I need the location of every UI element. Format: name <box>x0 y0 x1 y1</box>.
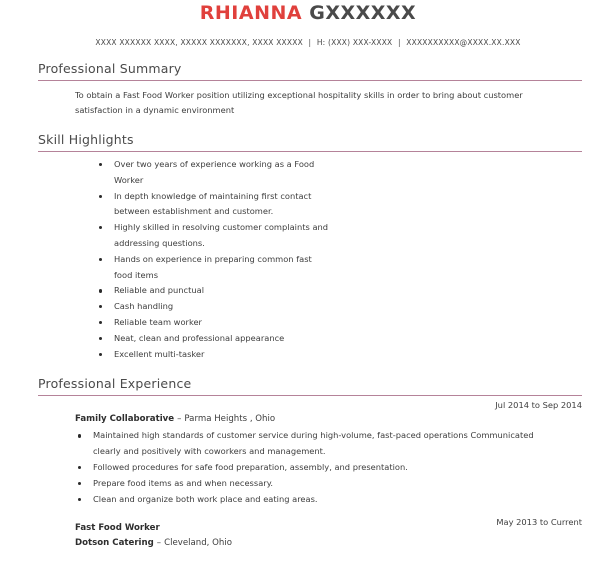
candidate-name <box>0 0 616 25</box>
section-rule-skills <box>38 151 582 152</box>
section-skill-highlights <box>0 132 616 152</box>
list-item: Hands on experience in preparing common fast food items <box>96 252 329 284</box>
company-name: Dotson Catering <box>75 538 154 549</box>
experience-bullets <box>0 427 616 507</box>
section-title-skills: Skill Highlights <box>38 132 134 147</box>
section-title-summary: Professional Summary <box>38 61 182 76</box>
experience-entry <box>0 515 616 551</box>
contact-email: XXXXXXXXXX@XXXX.XX.XXX <box>406 38 521 47</box>
experience-company <box>75 412 616 427</box>
section-rule-summary <box>38 80 582 81</box>
list-item: Clean and organize both work place and eating areas. <box>75 492 563 508</box>
contact-address: XXXX XXXXXX XXXX, XXXXX XXXXXXX, XXXX XXXXX <box>95 38 303 47</box>
contact-line <box>0 38 616 47</box>
list-item: In depth knowledge of maintaining first contact between establishment and customer. <box>96 189 329 221</box>
contact-separator-2: | <box>397 38 401 47</box>
list-item: Maintained high standards of customer service during high-volume, fast-paced operations Communicated clearly and positively with coworkers and management. <box>75 428 563 460</box>
experience-list <box>75 428 616 507</box>
experience-company <box>75 536 582 551</box>
company-dash: – <box>156 538 162 549</box>
company-location: Parma Heights , Ohio <box>184 414 276 425</box>
first-name: RHIANNA <box>199 2 303 24</box>
section-professional-summary <box>0 61 616 81</box>
contact-phone: H: (XXX) XXX-XXXX <box>316 38 393 47</box>
experience-job-title: Fast Food Worker <box>75 523 160 534</box>
skills-body <box>0 152 616 362</box>
experience-date: May 2013 to Current <box>496 517 582 528</box>
list-item: Highly skilled in resolving customer complaints and addressing questions. <box>96 220 329 252</box>
section-title-experience: Professional Experience <box>38 376 192 392</box>
list-item: Neat, clean and professional appearance <box>96 331 329 347</box>
list-item: Reliable and punctual <box>96 283 329 299</box>
summary-text: To obtain a Fast Food Worker position utilizing exceptional hospitality skills in order to bring about customer satisfaction in a dynamic environment <box>75 90 523 115</box>
company-location: Cleveland, Ohio <box>164 538 233 549</box>
summary-body <box>0 81 616 118</box>
section-rule-experience <box>38 395 582 396</box>
last-name: GXXXXXX <box>309 2 417 24</box>
list-item: Followed procedures for safe food preparation, assembly, and presentation. <box>75 460 563 476</box>
experience-entry <box>0 398 616 412</box>
contact-separator-1: | <box>308 38 312 47</box>
list-item: Excellent multi-tasker <box>96 347 329 363</box>
list-item: Over two years of experience working as a Food Worker <box>96 157 329 189</box>
experience-company-row <box>0 412 616 427</box>
section-professional-experience <box>0 376 616 396</box>
experience-title-row <box>38 515 582 536</box>
list-item: Prepare food items as and when necessary. <box>75 476 563 492</box>
company-name: Family Collaborative <box>75 414 175 425</box>
list-item: Reliable team worker <box>96 315 329 331</box>
experience-date: Jul 2014 to Sep 2014 <box>495 400 582 411</box>
skills-list <box>96 157 616 362</box>
company-dash: – <box>177 414 182 425</box>
list-item: Cash handling <box>96 299 329 315</box>
